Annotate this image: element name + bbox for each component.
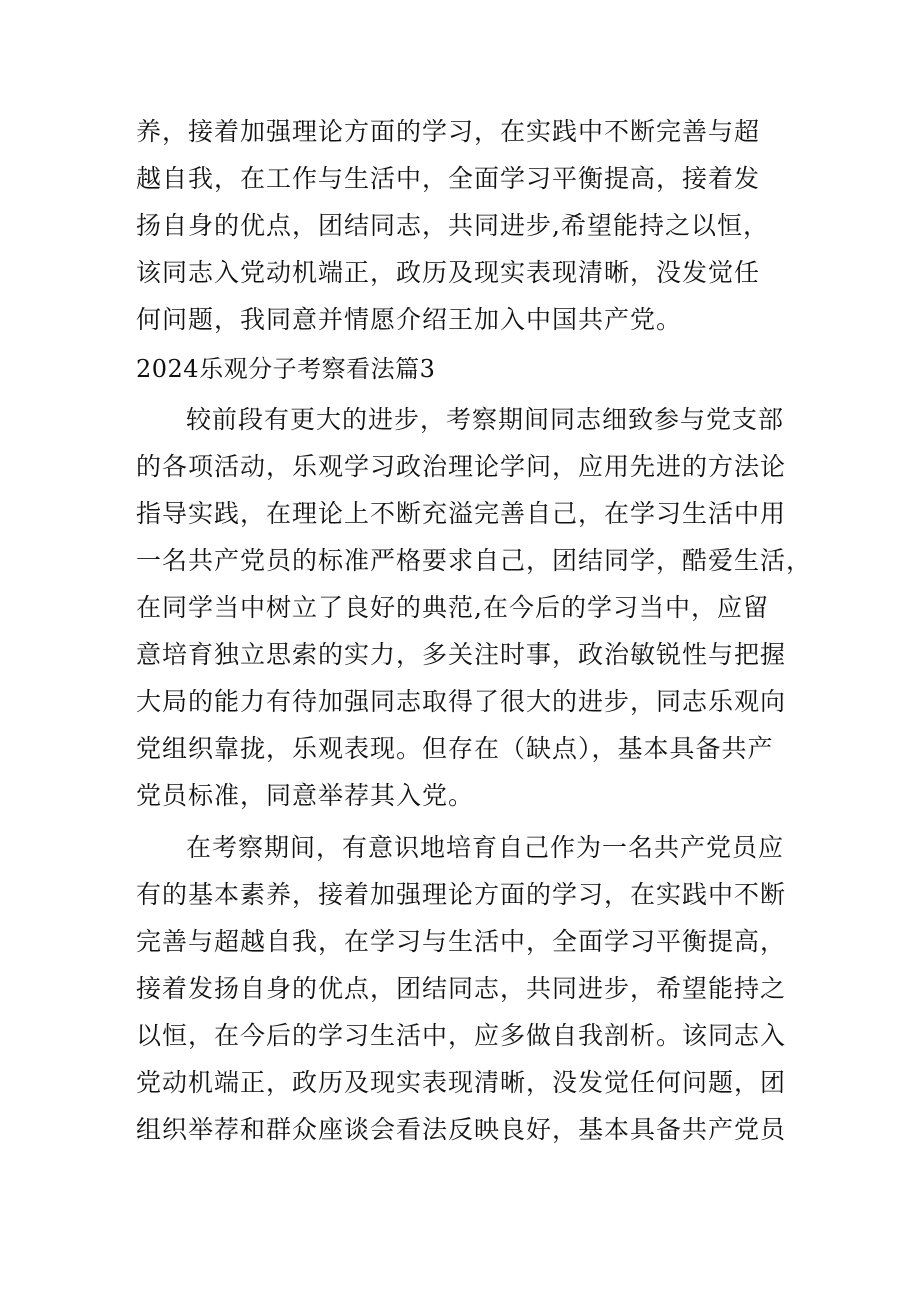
paragraph-3-line-2: 有的基本素养，接着加强理论方面的学习，在实践中不断 [136, 880, 787, 909]
paragraph-3-line-3: 完善与超越自我，在学习与生活中，全面学习平衡提高， [136, 927, 787, 956]
paragraph-3-line-5: 以恒，在今后的学习生活中，应多做自我剖析。该同志入 [136, 1021, 787, 1050]
paragraph-2-line-4: 一名共产党员的标准严格要求自己，团结同学，酷爱生活， [136, 546, 813, 575]
paragraph-2-line-6: 意培育独立思索的实力，多关注时事，政治敏锐性与把握 [136, 640, 787, 669]
paragraph-2-line-8: 党组织靠拢，乐观表现。但存在（缺点），基本具备共产 [136, 734, 774, 763]
paragraph-1-line-3: 扬自身的优点，团结同志，共同进步,希望能持之以恒， [136, 211, 769, 240]
paragraph-2-line-3: 指导实践，在理论上不断充溢完善自己，在学习生活中用 [136, 499, 787, 528]
paragraph-3-line-4: 接着发扬自身的优点，团结同志，共同进步，希望能持之 [136, 974, 787, 1003]
paragraph-1-line-2: 越自我，在工作与生活中，全面学习平衡提高，接着发 [136, 164, 761, 193]
paragraph-2-line-9: 党员标准，同意举荐其入党。 [136, 781, 475, 810]
paragraph-2-line-1: 较前段有更大的进步，考察期间同志细致参与党支部 [186, 405, 785, 434]
paragraph-1-line-1: 养，接着加强理论方面的学习，在实践中不断完善与超 [136, 117, 761, 146]
paragraph-2-line-5: 在同学当中树立了良好的典范,在今后的学习当中，应留 [136, 593, 769, 622]
paragraph-3-line-1: 在考察期间，有意识地培育自己作为一名共产党员应 [186, 833, 785, 862]
section-heading: 2024乐观分子考察看法篇3 [136, 355, 436, 383]
paragraph-2-line-2: 的各项活动，乐观学习政治理论学问，应用先进的方法论 [136, 452, 787, 481]
paragraph-3-line-6: 党动机端正，政历及现实表现清晰，没发觉任何问题，团 [136, 1068, 787, 1097]
paragraph-2-line-7: 大局的能力有待加强同志取得了很大的进步，同志乐观向 [136, 687, 787, 716]
paragraph-1-line-5: 何问题，我同意并情愿介绍王加入中国共产党。 [136, 305, 683, 334]
paragraph-3-line-7: 组织举荐和群众座谈会看法反映良好，基本具备共产党员 [136, 1115, 787, 1144]
paragraph-1-line-4: 该同志入党动机端正，政历及现实表现清晰，没发觉任 [136, 258, 761, 287]
